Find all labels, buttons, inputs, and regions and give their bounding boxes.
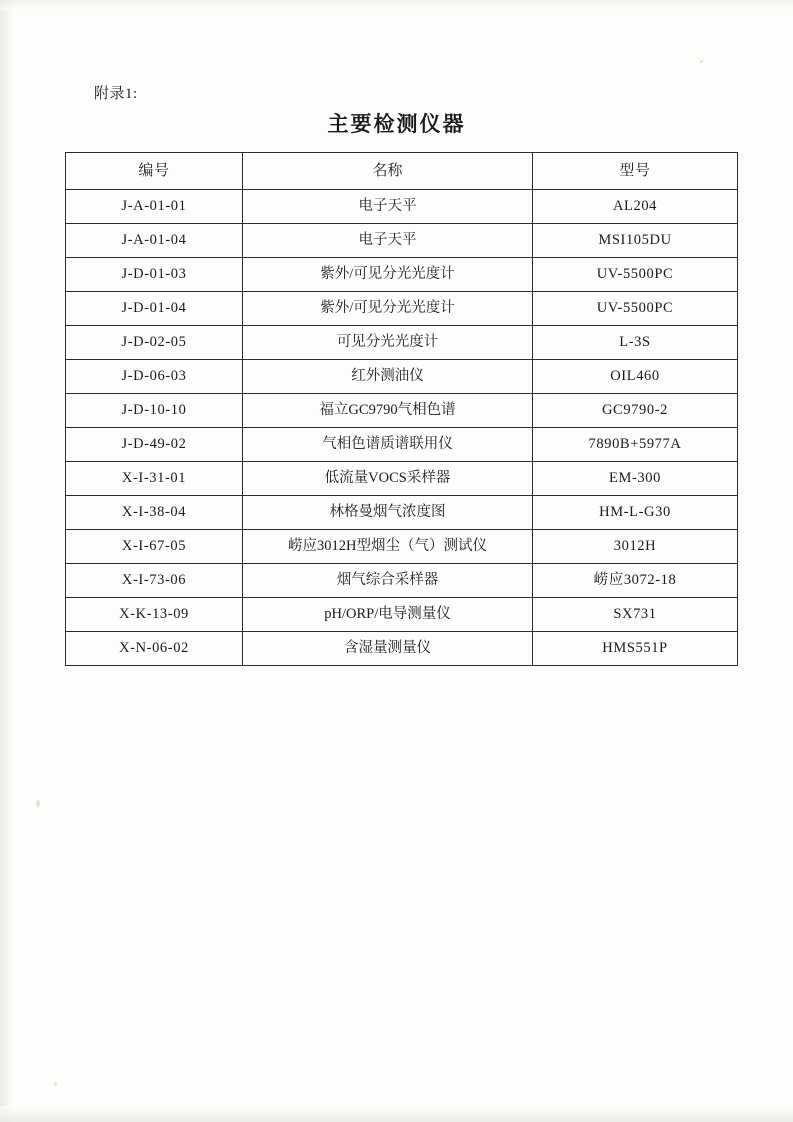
cell-model: L-3S [533,326,738,360]
cell-model: OIL460 [533,360,738,394]
cell-model: AL204 [533,190,738,224]
cell-name: 紫外/可见分光光度计 [243,292,533,326]
cell-name: pH/ORP/电导测量仪 [243,598,533,632]
cell-model: UV-5500PC [533,292,738,326]
table-row [66,394,738,428]
table-row [66,428,738,462]
table-row [66,292,738,326]
cell-model: MSI105DU [533,224,738,258]
cell-code: J-D-06-03 [66,360,243,394]
scan-speck [54,1082,57,1086]
cell-name: 红外测油仪 [243,360,533,394]
cell-model: 崂应3072-18 [533,564,738,598]
cell-code: X-I-73-06 [66,564,243,598]
cell-model: HM-L-G30 [533,496,738,530]
table-row [66,190,738,224]
cell-model: 7890B+5977A [533,428,738,462]
cell-model: 3012H [533,530,738,564]
cell-name: 烟气综合采样器 [243,564,533,598]
table-row [66,530,738,564]
cell-code: X-N-06-02 [66,632,243,666]
scan-edge-left [0,0,14,1122]
cell-code: X-I-31-01 [66,462,243,496]
scan-edge-bottom [0,1106,793,1122]
cell-model: EM-300 [533,462,738,496]
table-row [66,564,738,598]
scan-speck [36,800,40,807]
cell-model: SX731 [533,598,738,632]
table-row [66,360,738,394]
table-row [66,462,738,496]
table-row [66,496,738,530]
cell-name: 气相色谱质谱联用仪 [243,428,533,462]
cell-name: 可见分光光度计 [243,326,533,360]
cell-name: 福立GC9790气相色谱 [243,394,533,428]
table-row [66,258,738,292]
cell-code: J-A-01-04 [66,224,243,258]
column-header-name: 名称 [243,153,533,190]
cell-code: X-K-13-09 [66,598,243,632]
cell-code: J-D-10-10 [66,394,243,428]
cell-code: J-D-01-03 [66,258,243,292]
cell-code: J-D-01-04 [66,292,243,326]
appendix-label: 附录1: [94,86,138,102]
cell-name: 电子天平 [243,190,533,224]
cell-code: J-D-02-05 [66,326,243,360]
cell-code: X-I-38-04 [66,496,243,530]
cell-code: X-I-67-05 [66,530,243,564]
table-header-row [66,153,738,190]
cell-name: 低流量VOCS采样器 [243,462,533,496]
cell-name: 含湿量测量仪 [243,632,533,666]
page-title: 主要检测仪器 [327,112,466,136]
table-row [66,632,738,666]
cell-name: 紫外/可见分光光度计 [243,258,533,292]
table-row [66,326,738,360]
cell-model: UV-5500PC [533,258,738,292]
scan-speck [700,60,703,63]
cell-name: 林格曼烟气浓度图 [243,496,533,530]
table-row [66,598,738,632]
column-header-code: 编号 [66,153,243,190]
cell-model: GC9790-2 [533,394,738,428]
column-header-model: 型号 [533,153,738,190]
cell-code: J-D-49-02 [66,428,243,462]
cell-name: 电子天平 [243,224,533,258]
instruments-table [65,152,738,666]
cell-code: J-A-01-01 [66,190,243,224]
table-row [66,224,738,258]
cell-model: HMS551P [533,632,738,666]
instruments-table-wrapper [65,152,737,666]
cell-name: 崂应3012H型烟尘（气）测试仪 [243,530,533,564]
scan-edge-top [0,0,793,10]
